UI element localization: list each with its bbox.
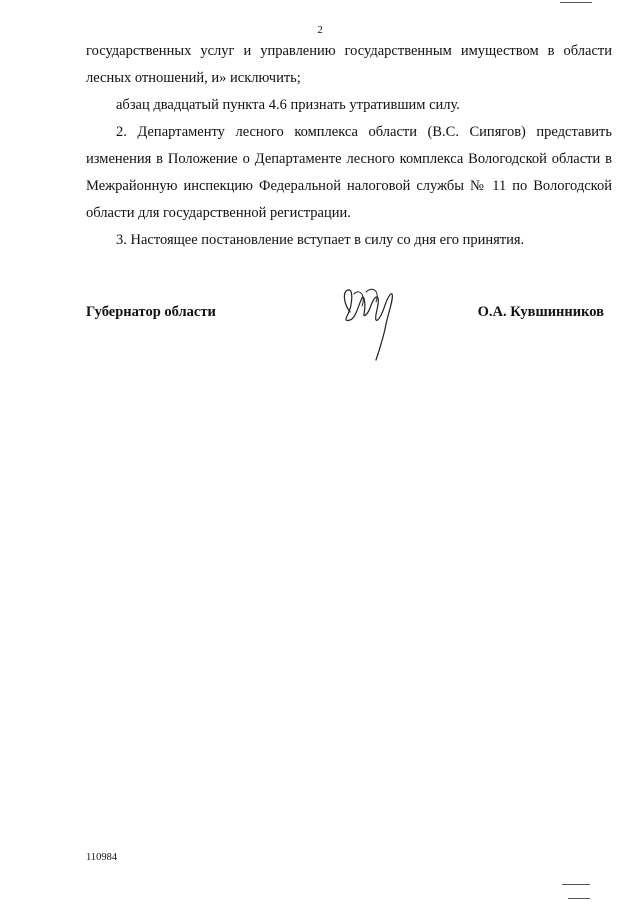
signature-block [86,290,612,380]
paragraph-continuation: государственных услуг и управлению государственным имуществом в области лесных отношений, и» исключить; [86,43,612,86]
scan-mark-bottom-2 [568,898,590,899]
paragraph-item-2: 2. Департаменту лесного комплекса области (В.С. Сипягов) представить изменения в Положение о Департаменте лесного комплекса Вологодской области в Межрайонную инспекцию Федеральной налоговой службы № 11 по Вологодской области для государственной регистрации. [86,124,612,221]
document-code: 110984 [86,852,118,863]
scan-mark-top [560,2,592,3]
page-number: 2 [317,24,323,36]
scan-mark-bottom [562,884,590,885]
signatory-title: Губернатор области [86,304,216,320]
paragraph-abzats: абзац двадцатый пункта 4.6 признать утратившим силу. [116,97,460,113]
paragraph-item-3: 3. Настоящее постановление вступает в силу со дня его принятия. [116,232,525,248]
handwritten-signature [336,284,400,364]
signatory-name: О.А. Кувшинников [477,304,604,320]
document-body [86,38,612,254]
